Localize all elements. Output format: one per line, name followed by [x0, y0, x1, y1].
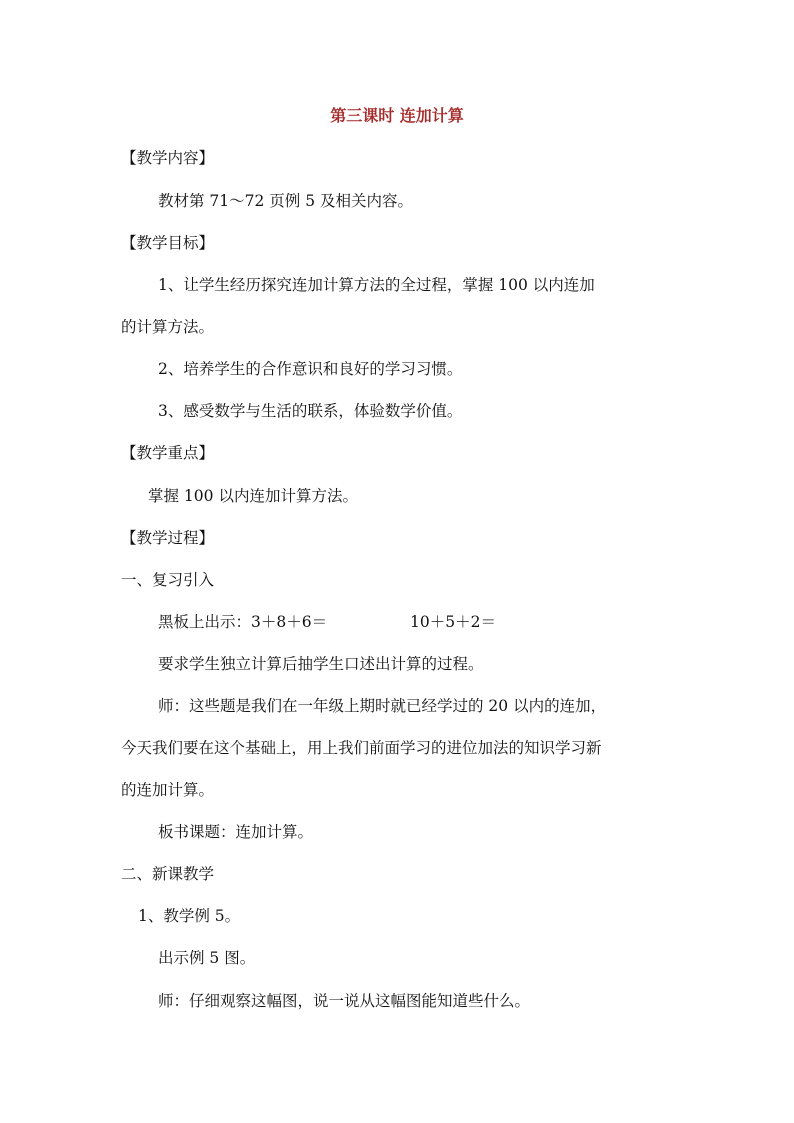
paragraph-board-title: 板书课题：连加计算。 — [158, 823, 314, 841]
paragraph-objective-3: 3、感受数学与生活的联系，体验数学价值。 — [158, 402, 463, 420]
document-title: 第三课时 连加计算 — [330, 106, 464, 125]
subsection-new-lesson: 二、新课教学 — [121, 865, 215, 883]
section-heading-content: 【教学内容】 — [121, 149, 215, 167]
paragraph-requirement: 要求学生独立计算后抽学生口述出计算的过程。 — [158, 655, 484, 673]
paragraph-teacher-1b: 今天我们要在这个基础上，用上我们前面学习的进位加法的知识学习新 — [121, 739, 602, 757]
paragraph-focus: 掌握 100 以内连加计算方法。 — [148, 487, 358, 505]
paragraph-objective-2: 2、培养学生的合作意识和良好的学习习惯。 — [158, 360, 463, 378]
paragraph-teacher-1c: 的连加计算。 — [121, 781, 215, 799]
paragraph-example-5: 1、教学例 5。 — [138, 907, 241, 925]
paragraph-board-formula-1: 黑板上出示：3＋8＋6＝ — [158, 613, 328, 631]
section-heading-objectives: 【教学目标】 — [121, 234, 215, 252]
paragraph-teacher-2: 师：仔细观察这幅图，说一说从这幅图能知道些什么。 — [158, 992, 531, 1010]
paragraph-board-formula-2: 10＋5＋2＝ — [410, 613, 496, 631]
subsection-review: 一、复习引入 — [121, 571, 215, 589]
paragraph-objective-1b: 的计算方法。 — [121, 318, 215, 336]
paragraph-content: 教材第 71～72 页例 5 及相关内容。 — [158, 192, 414, 210]
section-heading-focus: 【教学重点】 — [121, 444, 215, 462]
paragraph-objective-1a: 1、让学生经历探究连加计算方法的全过程，掌握 100 以内连加 — [158, 276, 595, 294]
paragraph-show-figure: 出示例 5 图。 — [158, 949, 256, 967]
section-heading-process: 【教学过程】 — [121, 529, 215, 547]
paragraph-teacher-1a: 师：这些题是我们在一年级上期时就已经学过的 20 以内的连加， — [158, 697, 607, 715]
